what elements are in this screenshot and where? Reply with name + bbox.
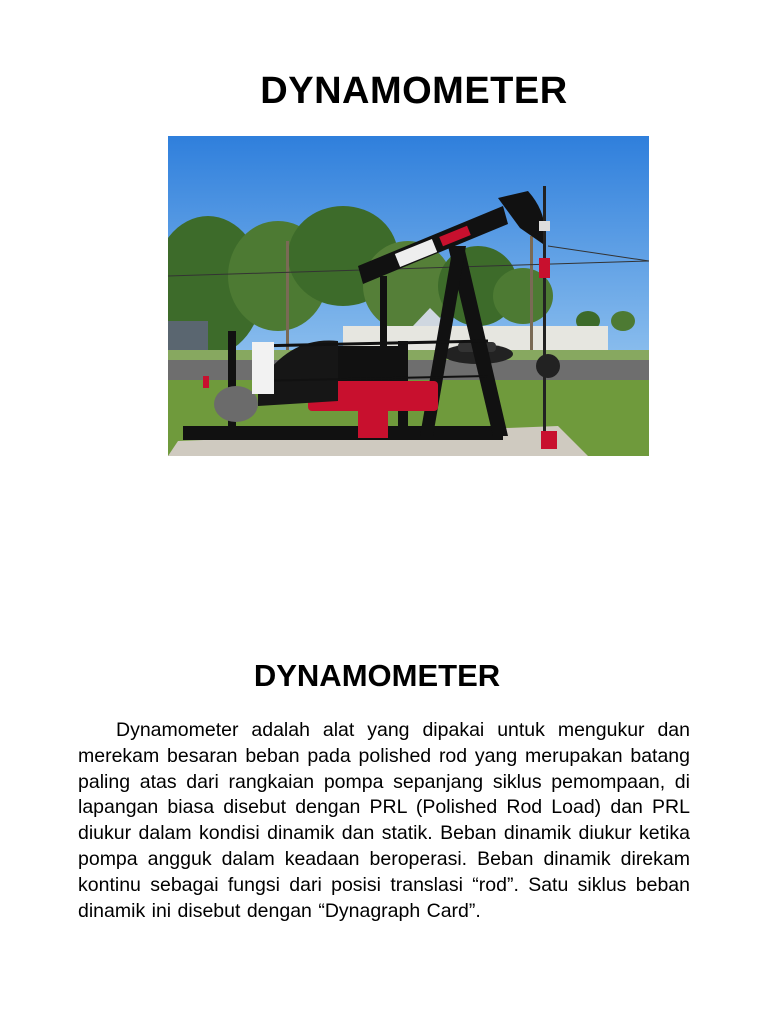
body-paragraph: Dynamometer adalah alat yang dipakai untuk mengukur dan merekam besaran beban pada polished rod yang merupakan batang paling atas dari rangkaian pompa sepanjang siklus pemompaan, di lapangan biasa disebut dengan PRL (Polished Rod Load) dan PRL diukur dalam kondisi dinamik dan statik. Beban dinamik diukur ketika pompa angguk dalam keadaan beroperasi. Beban dinamik direkam kontinu sebagai fungsi dari posisi translasi “rod”. Satu siklus beban dinamik ini disebut dengan “Dynagraph Card”. xyxy=(78,719,690,922)
page-title: DYNAMOMETER xyxy=(260,70,568,112)
pumpjack-photo xyxy=(168,136,649,456)
section-heading: DYNAMOMETER xyxy=(253,658,501,693)
